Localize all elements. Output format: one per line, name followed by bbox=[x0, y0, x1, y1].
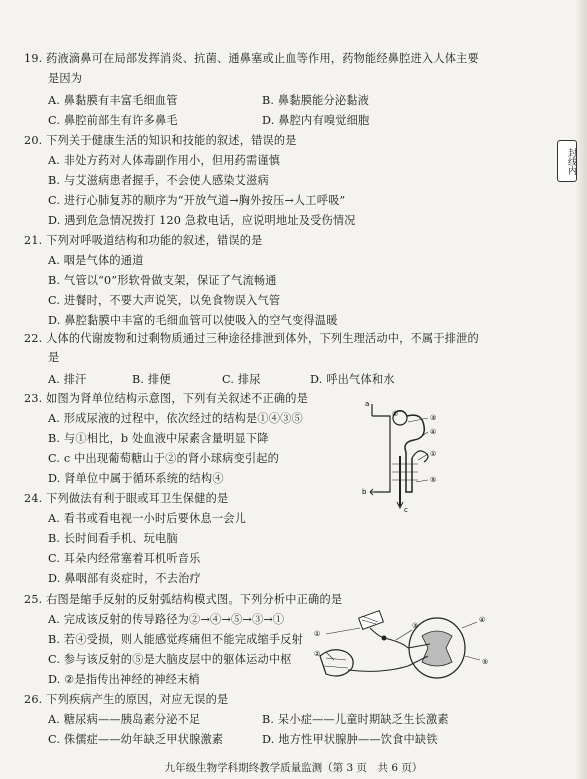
q19-option-d: D. 鼻腔内有嗅觉细胞 bbox=[262, 114, 370, 127]
q21-option-d: D. 鼻腔黏膜中丰富的毛细血管可以使吸入的空气变得温暖 bbox=[48, 314, 338, 327]
q21-option-a: A. 咽是气体的通道 bbox=[48, 254, 144, 267]
q22-stem-line2: 是 bbox=[48, 351, 60, 364]
q25-option-d: D. ②是指传出神经的神经末梢 bbox=[48, 673, 200, 686]
nephron-label-3: ③ bbox=[430, 414, 437, 422]
q23-stem: 23. 如图为肾单位结构示意图，下列有关叙述不正确的是 bbox=[24, 392, 309, 405]
q19-option-b: B. 鼻黏膜能分泌黏液 bbox=[262, 94, 370, 107]
nephron-label-1: ① bbox=[430, 450, 437, 458]
nephron-diagram bbox=[362, 396, 452, 514]
reflex-label-1: ① bbox=[314, 630, 321, 638]
nephron-label-2: ② bbox=[392, 410, 399, 418]
q26-stem: 26. 下列疾病产生的原因，对应无误的是 bbox=[24, 693, 229, 706]
reflex-label-5: ⑤ bbox=[482, 658, 489, 666]
q25-option-a: A. 完成该反射的传导路径为②→④→⑤→③→① bbox=[48, 613, 285, 626]
nephron-label-b: b bbox=[362, 488, 367, 496]
q20-option-d: D. 遇到危急情况拨打 120 急救电话，应说明地址及受伤情况 bbox=[48, 214, 356, 227]
q24-option-a: A. 看书或看电视一小时后要休息一会儿 bbox=[48, 512, 246, 525]
q24-option-d: D. 鼻咽部有炎症时，不去治疗 bbox=[48, 572, 201, 585]
q21-stem: 21. 下列对呼吸道结构和功能的叙述，错误的是 bbox=[24, 234, 263, 247]
q25-option-c: C. 参与该反射的⑤是大脑皮层中的躯体运动中枢 bbox=[48, 653, 292, 666]
q22-option-a: A. 排汗 bbox=[48, 373, 87, 386]
reflex-label-2: ② bbox=[314, 650, 321, 658]
page-edge-shadow bbox=[575, 0, 587, 779]
q23-option-b: B. 与①相比，b 处血液中尿素含量明显下降 bbox=[48, 432, 269, 445]
q19-option-c: C. 鼻腔前部生有许多鼻毛 bbox=[48, 114, 178, 127]
q23-option-c: C. c 中出现葡萄糖山于②的肾小球病变引起的 bbox=[48, 452, 280, 465]
q25-stem: 25. 右图是缩手反射的反射弧结构模式图。下列分析中正确的是 bbox=[24, 593, 343, 606]
reflex-arc-diagram bbox=[312, 608, 497, 693]
q20-stem: 20. 下列关于健康生活的知识和技能的叙述，错误的是 bbox=[24, 134, 297, 147]
q24-stem: 24. 下列做法有利于眼或耳卫生保健的是 bbox=[24, 492, 229, 505]
q26-option-c: C. 侏儒症——幼年缺乏甲状腺激素 bbox=[48, 733, 224, 746]
q19-stem-line1: 19. 药液滴鼻可在局部发挥消炎、抗菌、通鼻塞或止血等作用，药物能经鼻腔进入人体主要 bbox=[24, 52, 479, 65]
q22-option-c: C. 排尿 bbox=[222, 373, 261, 386]
q22-option-d: D. 呼出气体和水 bbox=[310, 373, 395, 386]
q23-option-d: D. 肾单位中属于循环系统的结构④ bbox=[48, 472, 224, 485]
reflex-label-4: ④ bbox=[479, 616, 486, 624]
q20-option-a: A. 非处方药对人体毒副作用小，但用药需谨慎 bbox=[48, 154, 281, 167]
nephron-label-c: c bbox=[404, 506, 408, 514]
q19-stem-line2: 是因为 bbox=[48, 72, 83, 85]
q25-option-b: B. 若④受损，则人能感觉疼痛但不能完成缩手反射 bbox=[48, 633, 304, 646]
q26-option-a: A. 糖尿病——胰岛素分泌不足 bbox=[48, 713, 201, 726]
q21-option-b: B. 气管以“0”形软骨做支架，保证了气流畅通 bbox=[48, 274, 277, 287]
q23-option-a: A. 形成尿液的过程中，依次经过的结构是①④③⑤ bbox=[48, 412, 303, 425]
q21-option-c: C. 进餐时，不要大声说笑，以免食物误入气管 bbox=[48, 294, 281, 307]
q20-option-c: C. 进行心肺复苏的顺序为“开放气道→胸外按压→人工呼吸” bbox=[48, 194, 346, 207]
nephron-label-a: a bbox=[365, 400, 370, 408]
reflex-label-3: ③ bbox=[412, 622, 419, 630]
q20-option-b: B. 与艾滋病患者握手，不会使人感染艾滋病 bbox=[48, 174, 269, 187]
binding-line-tab: 封线内 bbox=[557, 140, 577, 182]
nephron-label-5: ⑤ bbox=[430, 476, 437, 484]
q22-option-b: B. 排便 bbox=[132, 373, 171, 386]
q22-stem-line1: 22. 人体的代谢废物和过剩物质通过三种途径排泄到体外，下列生理活动中，不属于排泄的 bbox=[24, 332, 479, 345]
nephron-label-4: ④ bbox=[430, 428, 437, 436]
page-footer: 九年级生物学科期终教学质量监测（第 3 页 共 6 页） bbox=[164, 762, 423, 774]
q19-option-a: A. 鼻黏膜有丰富毛细血管 bbox=[48, 94, 178, 107]
q24-option-b: B. 长时间看手机、玩电脑 bbox=[48, 532, 178, 545]
q24-option-c: C. 耳朵内经常塞着耳机听音乐 bbox=[48, 552, 201, 565]
q26-option-b: B. 呆小症——儿童时期缺乏生长激素 bbox=[262, 713, 449, 726]
q26-option-d: D. 地方性甲状腺肿——饮食中缺铁 bbox=[262, 733, 438, 746]
